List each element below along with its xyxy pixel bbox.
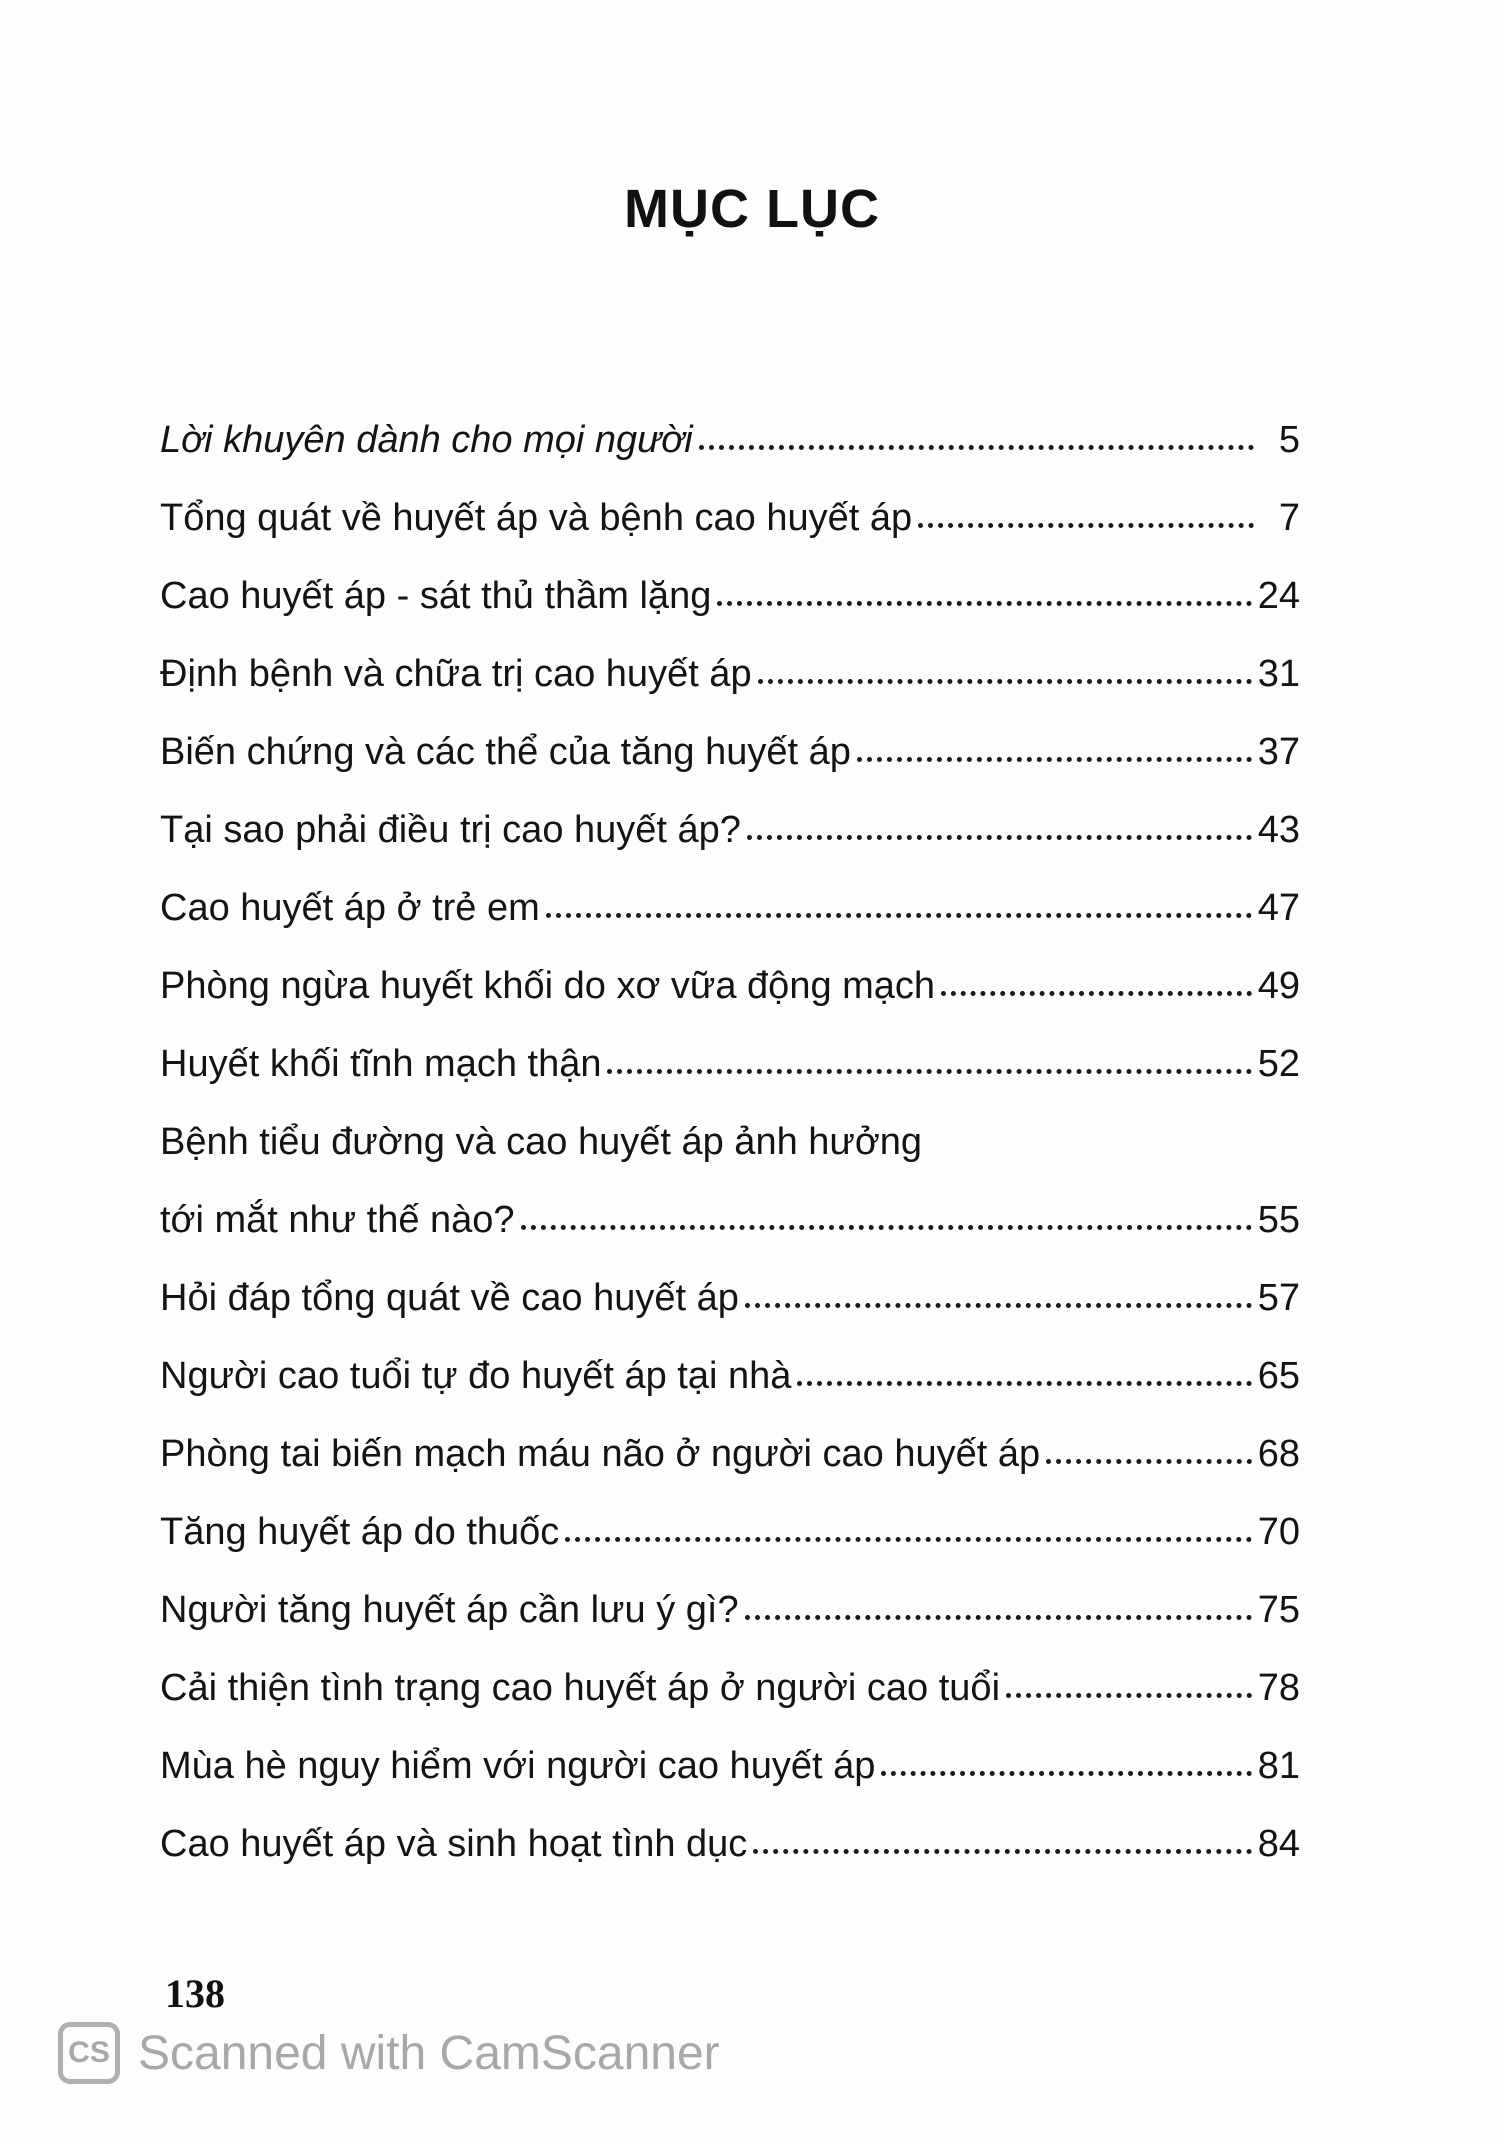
toc-entry-label: tới mắt như thế nào?: [160, 1199, 515, 1241]
toc-entry: [160, 808, 1300, 852]
toc-entry: [160, 730, 1300, 774]
toc-entry: [160, 574, 1300, 618]
toc-entry-label: Mùa hè nguy hiểm với người cao huyết áp: [160, 1745, 876, 1787]
dot-leader: [918, 523, 1254, 528]
toc-entry-page: 52: [1257, 1043, 1300, 1085]
dot-leader: [881, 1771, 1251, 1776]
toc-entry-page: 43: [1257, 809, 1300, 851]
toc-entry-label: Biến chứng và các thể của tăng huyết áp: [160, 731, 851, 773]
toc-entry-page: 75: [1257, 1589, 1300, 1631]
toc-entry: [160, 1822, 1300, 1866]
dot-leader: [1046, 1459, 1252, 1464]
toc-entry: [160, 886, 1300, 930]
toc-entry-label: Lời khuyên dành cho mọi người: [160, 419, 693, 461]
toc-entry-page: 24: [1257, 575, 1300, 617]
dot-leader: [521, 1225, 1252, 1230]
dot-leader: [546, 913, 1252, 918]
toc-entry-page: 47: [1257, 887, 1300, 929]
toc-entry-page: 84: [1257, 1823, 1300, 1865]
table-of-contents: [160, 418, 1300, 1900]
toc-entry: [160, 1042, 1300, 1086]
toc-entry-label: Phòng ngừa huyết khối do xơ vữa động mạch: [160, 965, 936, 1007]
toc-entry-page: 70: [1257, 1511, 1300, 1553]
toc-entry-page: 55: [1257, 1199, 1300, 1241]
toc-entry-label: Phòng tai biến mạch máu não ở người cao huyết áp: [160, 1433, 1041, 1475]
toc-entry: [160, 1744, 1300, 1788]
toc-entry-label: Cao huyết áp ở trẻ em: [160, 887, 540, 929]
toc-entry: [160, 1354, 1300, 1398]
toc-entry-page: 65: [1257, 1355, 1300, 1397]
toc-entry: [160, 1120, 1300, 1242]
toc-entry-label: Hỏi đáp tổng quát về cao huyết áp: [160, 1277, 739, 1319]
toc-entry: [160, 1588, 1300, 1632]
toc-entry: [160, 496, 1300, 540]
camscanner-logo-icon: CS: [58, 2022, 120, 2084]
toc-entry-label: Người cao tuổi tự đo huyết áp tại nhà: [160, 1355, 792, 1397]
dot-leader: [758, 679, 1252, 684]
page-number: 138: [165, 1971, 225, 2016]
toc-entry-page: 7: [1278, 497, 1300, 539]
dot-leader: [753, 1849, 1251, 1854]
toc-entry-page: 5: [1278, 419, 1300, 461]
dot-leader: [747, 835, 1252, 840]
page-title: MỤC LỤC: [624, 179, 880, 239]
watermark-text: Scanned with CamScanner: [138, 2026, 720, 2080]
toc-entry-page: 31: [1257, 653, 1300, 695]
dot-leader: [857, 757, 1252, 762]
dot-leader: [745, 1303, 1252, 1308]
toc-entry-page: 37: [1257, 731, 1300, 773]
toc-entry-label: Cao huyết áp và sinh hoạt tình dục: [160, 1823, 748, 1865]
dot-leader: [717, 601, 1251, 606]
toc-entry: [160, 1510, 1300, 1554]
toc-entry-label: Tổng quát về huyết áp và bệnh cao huyết áp: [160, 497, 913, 539]
toc-entry: [160, 418, 1300, 462]
toc-entry: [160, 652, 1300, 696]
dot-leader: [745, 1615, 1252, 1620]
toc-entry-label: Huyết khối tĩnh mạch thận: [160, 1043, 602, 1085]
toc-entry-page: 49: [1257, 965, 1300, 1007]
toc-entry-label: Người tăng huyết áp cần lưu ý gì?: [160, 1589, 739, 1631]
toc-entry-label-line1: Bệnh tiểu đường và cao huyết áp ảnh hưởng: [160, 1121, 923, 1163]
toc-entry: [160, 1432, 1300, 1476]
dot-leader: [565, 1537, 1251, 1542]
toc-entry-label: Định bệnh và chữa trị cao huyết áp: [160, 653, 752, 695]
dot-leader: [1006, 1693, 1252, 1698]
dot-leader: [941, 991, 1252, 996]
dot-leader: [699, 445, 1254, 450]
toc-entry: [160, 1276, 1300, 1320]
toc-entry-label: Cao huyết áp - sát thủ thầm lặng: [160, 575, 712, 617]
dot-leader: [797, 1381, 1251, 1386]
toc-entry-page: 81: [1257, 1745, 1300, 1787]
toc-entry-page: 78: [1257, 1667, 1300, 1709]
toc-entry-label: Tại sao phải điều trị cao huyết áp?: [160, 809, 741, 851]
toc-entry-page: 57: [1257, 1277, 1300, 1319]
toc-entry-page: 68: [1257, 1433, 1300, 1475]
toc-entry-label: Tăng huyết áp do thuốc: [160, 1511, 560, 1553]
toc-entry: [160, 964, 1300, 1008]
toc-entry-label: Cải thiện tình trạng cao huyết áp ở người cao tuổi: [160, 1667, 1001, 1709]
camscanner-watermark: [58, 2022, 720, 2084]
toc-entry: [160, 1666, 1300, 1710]
dot-leader: [607, 1069, 1251, 1074]
